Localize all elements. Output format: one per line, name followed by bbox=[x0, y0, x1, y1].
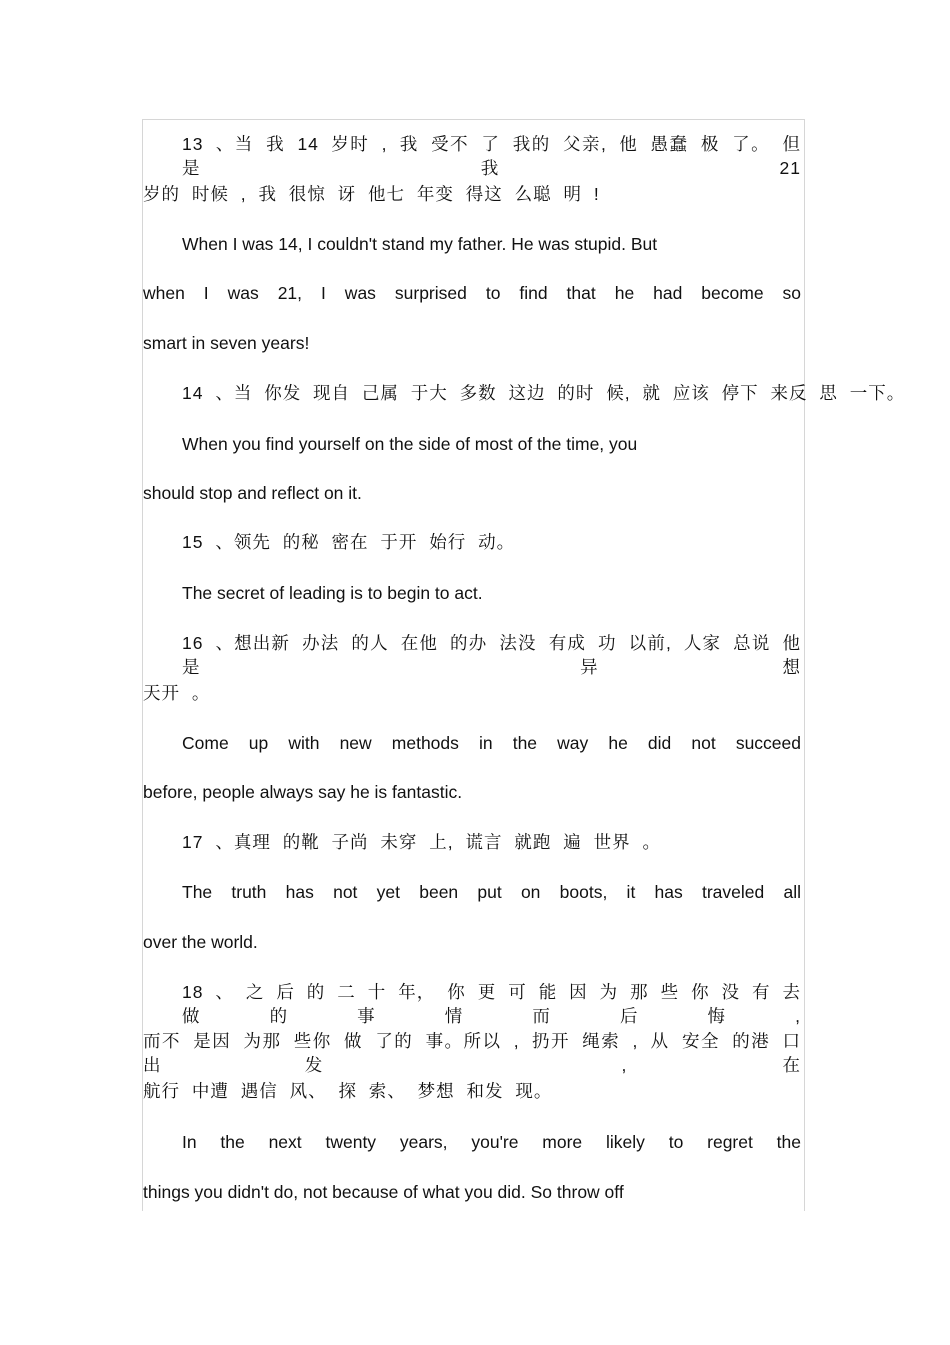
quote-18-chinese-line-3: 航行 中遭 遇信 风、 探 索、 梦想 和发 现。 bbox=[143, 1081, 553, 1101]
quote-14-english-line-2: should stop and reflect on it. bbox=[143, 483, 362, 503]
quote-15-chinese: 15 、领先 的秘 密在 于开 始行 动。 bbox=[182, 532, 516, 552]
quote-18-english-line-2: things you didn't do, not because of what you did. So throw off bbox=[143, 1182, 624, 1202]
quote-13-english-line-3: smart in seven years! bbox=[143, 333, 310, 353]
quote-18-chinese-line-1: 18 、 之 后 的 二 十 年， 你 更 可 能 因 为 那 些 你 没 有 去 做 的 事 情 而 后 悔 , bbox=[182, 982, 801, 1026]
quote-14-chinese: 14 、当 你发 现自 己属 于大 多数 这边 的时 候, 就 应该 停下 来反 思 一下。 bbox=[182, 383, 906, 403]
quote-15-english: The secret of leading is to begin to act. bbox=[182, 583, 483, 603]
quote-13-english-line-2: when I was 21, I was surprised to find that he had become so bbox=[143, 283, 801, 303]
quote-14-english-line-1: When you find yourself on the side of most of the time, you bbox=[182, 434, 638, 454]
quote-18-chinese-line-2: 而不 是因 为那 些你 做 了的 事。所以 , 扔开 绳索 , 从 安全 的港 口 出发 , 在 bbox=[143, 1031, 801, 1075]
quote-13-chinese-line-2: 岁的 时候 , 我 很惊 讶 他七 年变 得这 么聪 明 ! bbox=[143, 184, 600, 204]
quote-16-english-line-2: before, people always say he is fantastic. bbox=[143, 782, 463, 802]
quote-13-english-line-1: When I was 14, I couldn't stand my father. He was stupid. But bbox=[182, 234, 658, 254]
quote-17-english-line-2: over the world. bbox=[143, 932, 258, 952]
quote-16-chinese-line-2: 天开 。 bbox=[143, 683, 211, 703]
quote-13-chinese-line-1: 13 、当 我 14 岁时 , 我 受不 了 我的 父亲, 他 愚蠢 极 了。 但是 我 21 bbox=[182, 134, 801, 178]
quote-17-chinese: 17 、真理 的靴 子尚 未穿 上, 谎言 就跑 遍 世界 。 bbox=[182, 832, 661, 852]
quote-17-english-line-1: The truth has not yet been put on boots, it has traveled all bbox=[182, 882, 801, 902]
quote-16-english-line-1: Come up with new methods in the way he did not succeed bbox=[182, 733, 801, 753]
quote-18-english-line-1: In the next twenty years, you're more likely to regret the bbox=[182, 1132, 801, 1152]
quote-16-chinese-line-1: 16 、想出新 办法 的人 在他 的办 法没 有成 功 以前, 人家 总说 他是 异想 bbox=[182, 633, 801, 677]
